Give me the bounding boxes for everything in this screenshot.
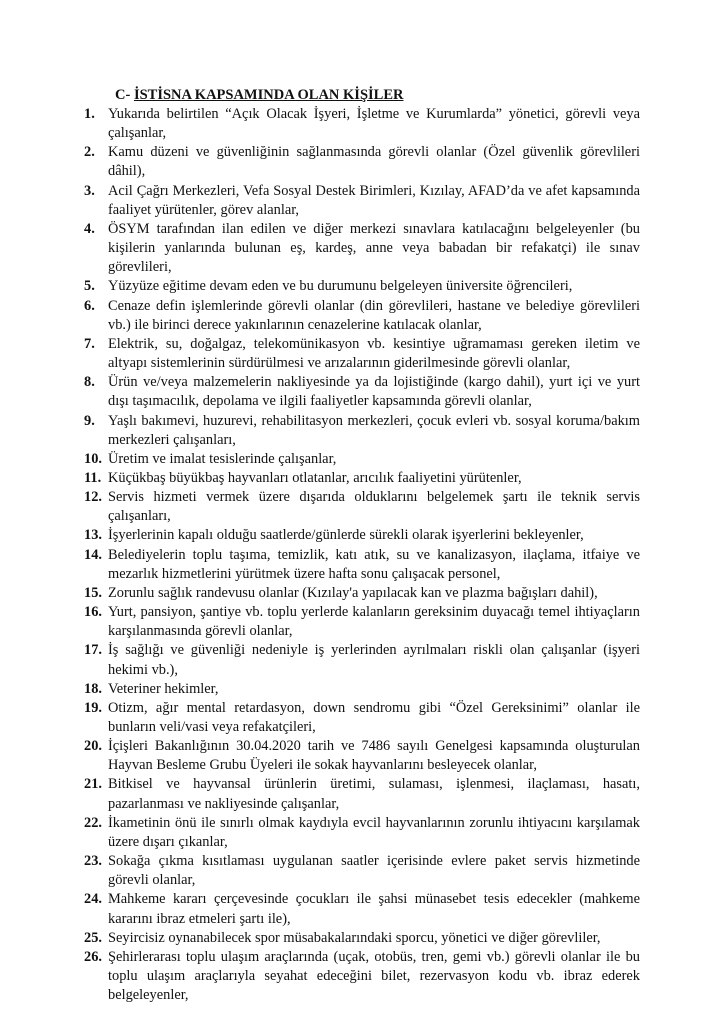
list-item-text: Servis hizmeti vermek üzere dışarıda olduklarını belgelemek şartı ile teknik servis çalışanları,: [108, 489, 640, 525]
list-item: [84, 469, 640, 488]
list-item-number: 10.: [84, 450, 102, 467]
list-item: [84, 335, 640, 373]
list-item-number: 12.: [84, 489, 102, 506]
list-item-number: 21.: [84, 776, 102, 793]
list-item-number: 15.: [84, 584, 102, 601]
list-item-number: 24.: [84, 891, 102, 908]
list-item-number: 26.: [84, 948, 102, 965]
list-item-number: 2.: [84, 144, 95, 161]
list-item-text: Belediyelerin toplu taşıma, temizlik, katı atık, su ve kanalizasyon, ilaçlama, itfaiye ve mezarlık hizmetlerini yürütmek üzere hafta sonu çalışacak personel,: [108, 546, 640, 582]
list-item-number: 3.: [84, 182, 95, 199]
list-item-text: İşyerlerinin kapalı olduğu saatlerde/günlerde sürekli olarak işyerlerini bekleyenler,: [108, 527, 584, 544]
section-title: İSTİSNA KAPSAMINDA OLAN KİŞİLER: [133, 87, 404, 103]
list-item-text: İkametinin önü ile sınırlı olmak kaydıyla evcil hayvanlarının zorunlu ihtiyacını karşılamak üzere dışarı çıkanlar,: [108, 814, 640, 850]
list-item: [84, 680, 640, 699]
list-item-number: 22.: [84, 814, 102, 831]
list-item-text: İçişleri Bakanlığının 30.04.2020 tarih ve 7486 sayılı Genelgesi kapsamında oluşturulan Hayvan Besleme Grubu Üyeleri ile sokak hayvanlarını besleyecek olanlar,: [108, 738, 640, 774]
section-prefix: C-: [115, 87, 134, 103]
list-item: [84, 775, 640, 813]
list-item: [84, 220, 640, 277]
list-item-text: ÖSYM tarafından ilan edilen ve diğer merkezi sınavlara katılacağını belgeleyenler (bu kişilerin yanlarında bulunan eş, kardeş, anne veya babadan bir refakatçi) ile sınav görevlileri,: [108, 220, 640, 276]
list-item: [84, 297, 640, 335]
list-item-text: Yurt, pansiyon, şantiye vb. toplu yerlerde kalanların gereksinim duyacağı temel ihtiyaçların karşılanmasında görevli olanlar,: [108, 604, 640, 640]
exemption-list: [84, 105, 640, 1005]
list-item-number: 8.: [84, 374, 95, 391]
list-item-number: 20.: [84, 738, 102, 755]
list-item-number: 23.: [84, 853, 102, 870]
list-item-text: Mahkeme kararı çerçevesinde çocukları ile şahsi münasebet tesis edecekler (mahkeme kararını ibraz etmeleri şartı ile),: [108, 891, 640, 927]
list-item-number: 7.: [84, 335, 95, 352]
list-item: [84, 890, 640, 928]
list-item-text: Sokağa çıkma kısıtlaması uygulanan saatler içerisinde evlere paket servis hizmetinde görevli olanlar,: [108, 853, 640, 889]
list-item-number: 19.: [84, 699, 102, 716]
list-item-text: Acil Çağrı Merkezleri, Vefa Sosyal Destek Birimleri, Kızılay, AFAD’da ve afet kapsamında faaliyet yürütenler, görev alanlar,: [108, 182, 640, 218]
list-item-text: Ürün ve/veya malzemelerin nakliyesinde ya da lojistiğinde (kargo dahil), yurt içi ve yurt dışı taşımacılık, depolama ve ilgili faaliyetler kapsamında görevli olanlar,: [108, 374, 640, 410]
list-item-number: 18.: [84, 680, 102, 697]
list-item-text: Üretim ve imalat tesislerinde çalışanlar,: [108, 450, 337, 467]
list-item: [84, 182, 640, 220]
list-item-text: Kamu düzeni ve güvenliğinin sağlanmasında görevli olanlar (Özel güvenlik görevlileri dâhil),: [108, 144, 640, 180]
list-item-number: 17.: [84, 642, 102, 659]
list-item: [84, 105, 640, 143]
list-item-text: Şehirlerarası toplu ulaşım araçlarında (uçak, otobüs, tren, gemi vb.) görevli olanlar ile bu toplu ulaşım araçlarıyla seyahat edeceğini bilet, rezervasyon kodu vb. ibraz ederek belgeleyenler,: [108, 948, 640, 1004]
list-item-text: Bitkisel ve hayvansal ürünlerin üretimi, sulaması, işlenmesi, ilaçlaması, hasatı, pazarlanması ve nakliyesinde çalışanlar,: [108, 776, 640, 812]
list-item: [84, 373, 640, 411]
list-item-text: Cenaze defin işlemlerinde görevli olanlar (din görevlileri, hastane ve belediye görevlileri vb.) ile birinci derece yakınlarının cenazelerine katılacak olanlar,: [108, 297, 640, 333]
list-item-text: Zorunlu sağlık randevusu olanlar (Kızılay'a yapılacak kan ve plazma bağışları dahil),: [108, 584, 598, 601]
list-item: [84, 948, 640, 1005]
list-item: [84, 852, 640, 890]
list-item-number: 11.: [84, 469, 102, 486]
list-item-text: Yukarıda belirtilen “Açık Olacak İşyeri, İşletme ve Kurumlarda” yönetici, görevli veya çalışanlar,: [108, 106, 640, 142]
list-item: [84, 737, 640, 775]
list-item: [84, 412, 640, 450]
list-item-number: 1.: [84, 106, 95, 122]
section-heading: [115, 86, 640, 105]
list-item-number: 13.: [84, 527, 102, 544]
list-item-text: Otizm, ağır mental retardasyon, down sendromu gibi “Özel Gereksinimi” olanlar ile bunların veli/vasi veya refakatçileri,: [108, 699, 640, 735]
list-item-number: 16.: [84, 604, 102, 621]
list-item-number: 25.: [84, 929, 102, 946]
list-item: [84, 277, 640, 296]
list-item-text: Yüzyüze eğitime devam eden ve bu durumunu belgeleyen üniversite öğrencileri,: [108, 278, 573, 295]
document-page: [84, 86, 640, 1005]
list-item-number: 14.: [84, 546, 102, 563]
list-item: [84, 488, 640, 526]
list-item: [84, 526, 640, 545]
list-item: [84, 546, 640, 584]
list-item-number: 4.: [84, 220, 95, 237]
list-item: [84, 641, 640, 679]
list-item-number: 6.: [84, 297, 95, 314]
list-item: [84, 603, 640, 641]
list-item: [84, 699, 640, 737]
list-item-text: İş sağlığı ve güvenliği nedeniyle iş yerlerinden ayrılmaları riskli olan çalışanlar (işyeri hekimi vb.),: [108, 642, 640, 678]
list-item-text: Küçükbaş büyükbaş hayvanları otlatanlar, arıcılık faaliyetini yürütenler,: [108, 469, 522, 486]
list-item-text: Veteriner hekimler,: [108, 680, 219, 697]
list-item: [84, 584, 640, 603]
list-item: [84, 929, 640, 948]
list-item-number: 5.: [84, 278, 95, 295]
list-item: [84, 814, 640, 852]
list-item-text: Seyircisiz oynanabilecek spor müsabakalarındaki sporcu, yönetici ve diğer görevliler,: [108, 929, 601, 946]
list-item-text: Elektrik, su, doğalgaz, telekomünikasyon vb. kesintiye uğramaması gereken iletim ve altyapı sistemlerinin sürdürülmesi ve arızalarının giderilmesinde görevli olanlar,: [108, 335, 640, 372]
list-item: [84, 143, 640, 181]
list-item-text: Yaşlı bakımevi, huzurevi, rehabilitasyon merkezleri, çocuk evleri vb. sosyal koruma/bakım merkezleri çalışanları,: [108, 412, 640, 448]
list-item-number: 9.: [84, 412, 95, 429]
list-item: [84, 450, 640, 469]
